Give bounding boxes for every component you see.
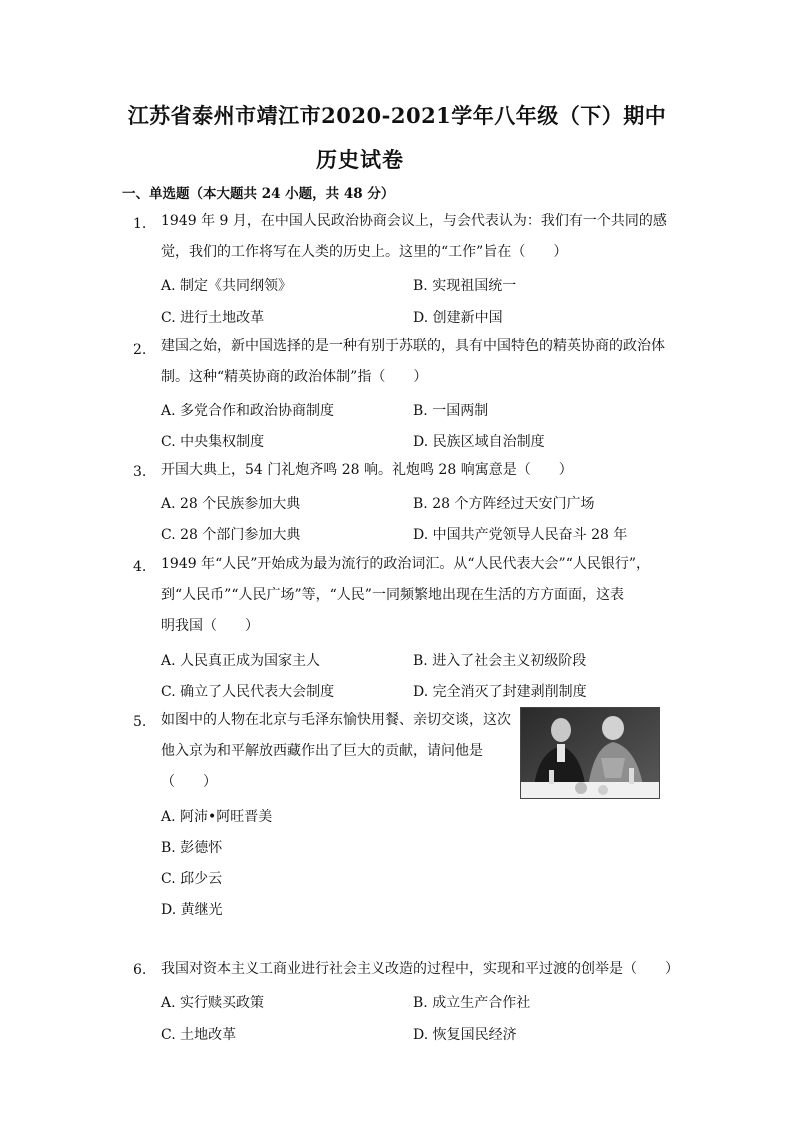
option-b[interactable]: B. 一国两制 — [413, 403, 489, 419]
question-stem-line: 1949 年“人民”开始成为最为流行的政治词汇。从“人民代表大会”“人民银行”， — [161, 556, 651, 572]
historical-photo — [520, 707, 660, 799]
question-number: 4. — [133, 559, 147, 575]
question-number: 2. — [133, 342, 147, 358]
question-stem-line: 觉，我们的工作将写在人类的历史上。这里的“工作”旨在（ ） — [161, 244, 568, 260]
question-stem-line: 建国之始，新中国选择的是一种有别于苏联的，具有中国特色的精英协商的政治体 — [161, 338, 665, 354]
question-stem-line: 制。这种“精英协商的政治体制”指（ ） — [161, 369, 428, 385]
option-b[interactable]: B. 进入了社会主义初级阶段 — [413, 653, 587, 669]
question-stem-line: （ ） — [161, 774, 217, 790]
photo-illustration — [521, 708, 659, 798]
question-stem-line: 开国大典上，54 门礼炮齐鸣 28 响。礼炮鸣 28 响寓意是（ ） — [161, 462, 573, 478]
option-a[interactable]: A. 实行赎买政策 — [161, 995, 265, 1011]
option-d[interactable]: D. 黄继光 — [161, 902, 223, 918]
exam-subtitle: 历史试卷 — [316, 147, 404, 172]
option-c[interactable]: C. 邱少云 — [161, 871, 223, 887]
option-c[interactable]: C. 中央集权制度 — [161, 434, 265, 450]
option-d[interactable]: D. 中国共产党领导人民奋斗 28 年 — [413, 527, 628, 543]
option-b[interactable]: B. 彭德怀 — [161, 840, 223, 856]
option-b[interactable]: B. 28 个方阵经过天安门广场 — [413, 496, 595, 512]
option-a[interactable]: A. 制定《共同纲领》 — [161, 278, 293, 294]
question-stem-line: 明我国（ ） — [161, 618, 259, 634]
option-d[interactable]: D. 创建新中国 — [413, 310, 503, 326]
question-number: 3. — [133, 464, 147, 480]
question-stem-line: 他入京为和平解放西藏作出了巨大的贡献，请问他是 — [161, 743, 483, 759]
option-b[interactable]: B. 成立生产合作社 — [413, 995, 531, 1011]
option-a[interactable]: A. 人民真正成为国家主人 — [161, 653, 321, 669]
question-stem-line: 到“人民币”“人民广场”等，“人民”一同频繁地出现在生活的方方面面，这表 — [161, 587, 624, 603]
option-d[interactable]: D. 恢复国民经济 — [413, 1027, 517, 1043]
question-number: 1. — [133, 216, 147, 232]
option-a[interactable]: A. 多党合作和政治协商制度 — [161, 403, 335, 419]
option-c[interactable]: C. 确立了人民代表大会制度 — [161, 684, 335, 700]
option-c[interactable]: C. 土地改革 — [161, 1027, 237, 1043]
option-d[interactable]: D. 完全消灭了封建剥削制度 — [413, 684, 587, 700]
exam-title: 江苏省泰州市靖江市2020-2021学年八年级（下）期中 — [127, 103, 667, 128]
option-c[interactable]: C. 进行土地改革 — [161, 310, 265, 326]
question-stem-line: 如图中的人物在北京与毛泽东愉快用餐、亲切交谈，这次 — [161, 712, 511, 728]
option-d[interactable]: D. 民族区域自治制度 — [413, 434, 545, 450]
option-a[interactable]: A. 28 个民族参加大典 — [161, 496, 301, 512]
option-b[interactable]: B. 实现祖国统一 — [413, 278, 517, 294]
option-a[interactable]: A. 阿沛•阿旺晋美 — [161, 809, 273, 825]
option-c[interactable]: C. 28 个部门参加大典 — [161, 527, 301, 543]
question-stem-line: 我国对资本主义工商业进行社会主义改造的过程中，实现和平过渡的创举是（ ） — [161, 961, 679, 977]
section-heading: 一、单选题（本大题共 24 小题，共 48 分） — [122, 186, 395, 202]
question-number: 5. — [133, 714, 147, 730]
question-number: 6. — [133, 962, 147, 978]
question-stem-line: 1949 年 9 月，在中国人民政治协商会议上，与会代表认为：我们有一个共同的感 — [161, 213, 667, 229]
